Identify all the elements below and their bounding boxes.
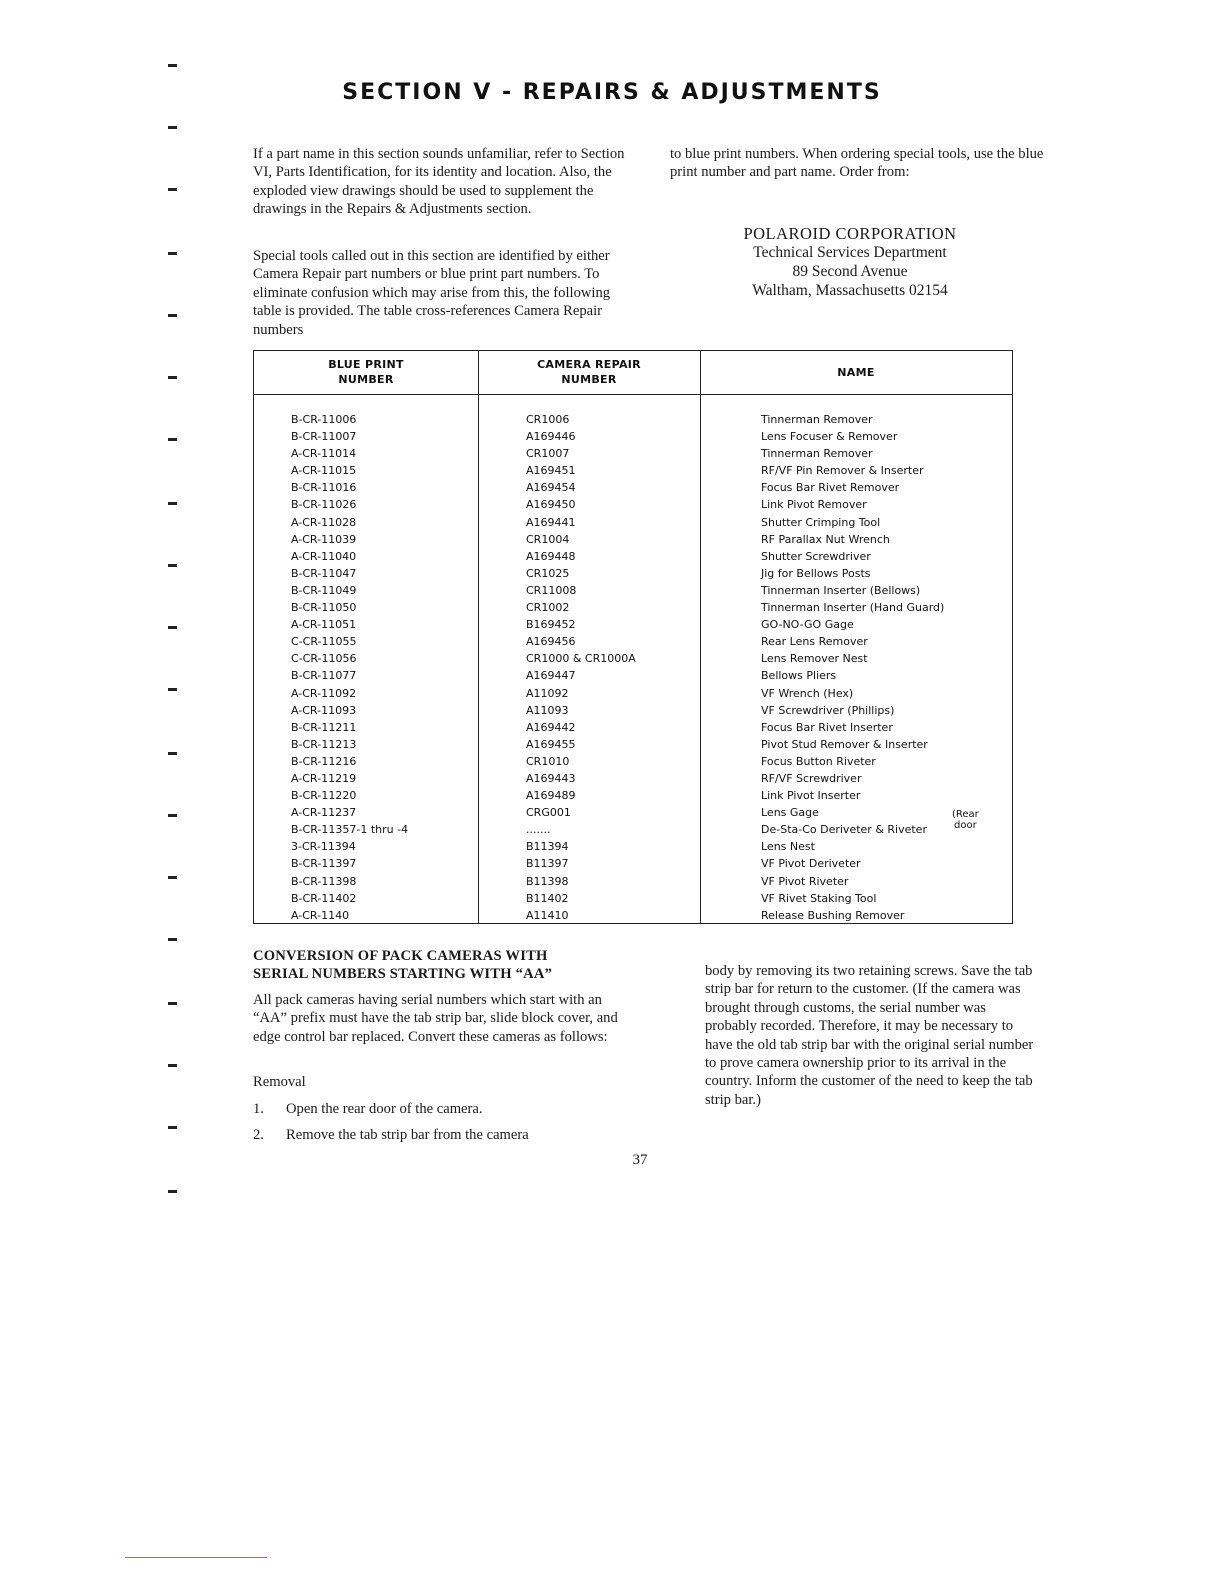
camera-repair-number-cell: CR1010 bbox=[526, 754, 570, 768]
table-row bbox=[254, 565, 1012, 582]
tool-name-cell: Bellows Pliers bbox=[761, 669, 837, 683]
blue-print-number-cell: A-CR-11092 bbox=[291, 686, 357, 700]
camera-repair-number-cell: CR1025 bbox=[526, 566, 570, 580]
blue-print-number-cell: B-CR-11026 bbox=[291, 498, 357, 512]
tool-name-cell: Shutter Crimping Tool bbox=[761, 515, 881, 529]
blue-print-number-cell: A-CR-11039 bbox=[291, 532, 357, 546]
camera-repair-number-cell: CR1007 bbox=[526, 447, 570, 461]
conversion-paragraph: All pack cameras having serial numbers which start with an “AA” prefix must have the tab strip bar, slide block cover, and edge control bar replaced. Convert these cameras as follows: bbox=[253, 992, 618, 1045]
camera-repair-number-cell: CR1004 bbox=[526, 532, 570, 546]
address-company: POLAROID CORPORATION bbox=[743, 224, 957, 243]
margin-tick bbox=[168, 564, 177, 567]
blue-print-number-cell: B-CR-11007 bbox=[291, 430, 357, 444]
table-row bbox=[254, 616, 1012, 633]
table-row bbox=[254, 821, 1012, 838]
camera-repair-number-cell: ....... bbox=[526, 823, 551, 837]
tool-name-cell: Focus Bar Rivet Remover bbox=[761, 481, 900, 495]
tool-name-cell: De-Sta-Co Deriveter & Riveter bbox=[761, 823, 927, 837]
table-row bbox=[254, 496, 1012, 513]
camera-repair-number-cell: A169456 bbox=[526, 635, 576, 649]
camera-repair-number-cell: A169443 bbox=[526, 771, 576, 785]
margin-tick bbox=[168, 64, 177, 67]
table-row bbox=[254, 873, 1012, 890]
rear-door-note: (Rear door bbox=[952, 809, 979, 831]
table-row bbox=[254, 890, 1012, 907]
table-row bbox=[254, 685, 1012, 702]
order-address bbox=[700, 224, 1000, 300]
margin-tick bbox=[168, 188, 177, 191]
blue-print-number-cell: A-CR-11028 bbox=[291, 515, 357, 529]
blue-print-number-cell: A-CR-11040 bbox=[291, 549, 357, 563]
table-row bbox=[254, 445, 1012, 462]
tool-name-cell: Link Pivot Inserter bbox=[761, 789, 861, 803]
camera-repair-number-cell: CR11008 bbox=[526, 583, 577, 597]
margin-tick bbox=[168, 314, 177, 317]
blue-print-number-cell: C-CR-11056 bbox=[291, 652, 357, 666]
blue-print-number-cell: A-CR-11093 bbox=[291, 703, 357, 717]
tool-name-cell: Release Bushing Remover bbox=[761, 908, 905, 922]
blue-print-number-cell: B-CR-11047 bbox=[291, 566, 357, 580]
table-row bbox=[254, 804, 1012, 821]
tool-name-cell: Shutter Screwdriver bbox=[761, 549, 871, 563]
margin-tick bbox=[168, 1002, 177, 1005]
blue-print-number-cell: C-CR-11055 bbox=[291, 635, 357, 649]
page-title: SECTION V - REPAIRS & ADJUSTMENTS bbox=[342, 80, 882, 105]
margin-tick bbox=[168, 1190, 177, 1193]
tool-name-cell: Tinnerman Remover bbox=[761, 413, 873, 426]
tool-name-cell: VF Pivot Deriveter bbox=[761, 857, 861, 871]
margin-tick bbox=[168, 438, 177, 441]
table-body bbox=[254, 411, 1012, 924]
table-row bbox=[254, 855, 1012, 872]
tools-cross-reference-table bbox=[253, 350, 1013, 924]
blue-print-number-cell: B-CR-11077 bbox=[291, 669, 357, 683]
blue-print-number-cell: A-CR-1140 bbox=[291, 908, 350, 922]
tool-name-cell: Jig for Bellows Posts bbox=[761, 566, 871, 580]
table-row bbox=[254, 462, 1012, 479]
camera-repair-number-cell: CR1002 bbox=[526, 601, 570, 615]
camera-repair-number-cell: A11093 bbox=[526, 703, 569, 717]
margin-tick bbox=[168, 814, 177, 817]
table-row bbox=[254, 770, 1012, 787]
tool-name-cell: Rear Lens Remover bbox=[761, 635, 868, 649]
blue-print-number-cell: B-CR-11398 bbox=[291, 874, 357, 888]
table-row bbox=[254, 650, 1012, 667]
blue-print-number-cell: A-CR-11015 bbox=[291, 464, 357, 478]
intro-paragraph-1: If a part name in this section sounds unfamiliar, refer to Section VI, Parts Identification, for its identity and location. Also, the exploded view drawings should be used to supplement the drawings in the Repairs & Adjustments section. bbox=[253, 146, 625, 218]
camera-repair-number-cell: CRG001 bbox=[526, 806, 571, 820]
camera-repair-number-cell: A169442 bbox=[526, 720, 576, 734]
table-row bbox=[254, 548, 1012, 565]
blue-print-number-cell: A-CR-11014 bbox=[291, 447, 357, 461]
blue-print-number-cell: B-CR-11049 bbox=[291, 583, 357, 597]
margin-tick bbox=[168, 376, 177, 379]
conversion-heading: CONVERSION OF PACK CAMERAS WITH SERIAL NUMBERS STARTING WITH “AA” bbox=[253, 948, 553, 982]
margin-tick bbox=[168, 876, 177, 879]
camera-repair-number-cell: A169454 bbox=[526, 481, 576, 495]
intro-right-paragraph: to blue print numbers. When ordering special tools, use the blue print number and part name. Order from: bbox=[670, 146, 1044, 181]
camera-repair-number-cell: B11397 bbox=[526, 857, 569, 871]
step-2: 2. Remove the tab strip bar from the camera bbox=[253, 1127, 529, 1143]
address-city: Waltham, Massachusetts 02154 bbox=[752, 282, 948, 299]
margin-tick bbox=[168, 938, 177, 941]
table-row bbox=[254, 702, 1012, 719]
table-row bbox=[254, 514, 1012, 531]
blue-print-number-cell: B-CR-11016 bbox=[291, 481, 357, 495]
table-row bbox=[254, 787, 1012, 804]
conversion-right-paragraph: body by removing its two retaining screws. Save the tab strip bar for return to the customer. (If the camera was brought through customs, the serial number was probably recorded. Therefore, it may be necessary to have the old tab strip bar with the original serial number to prove camera ownership prior to its arrival in the country. Inform the customer of the need to keep the tab strip bar.) bbox=[705, 963, 1034, 1108]
camera-repair-number-cell: CR1000 & CR1000A bbox=[526, 652, 636, 666]
tool-name-cell: Tinnerman Inserter (Hand Guard) bbox=[761, 601, 945, 615]
table-row bbox=[254, 736, 1012, 753]
tool-name-cell: VF Screwdriver (Phillips) bbox=[761, 703, 895, 717]
table-row bbox=[254, 907, 1012, 924]
camera-repair-number-cell: A169441 bbox=[526, 515, 576, 529]
blue-print-number-cell: B-CR-11050 bbox=[291, 601, 357, 615]
tool-name-cell: GO-NO-GO Gage bbox=[761, 618, 854, 632]
blue-print-number-cell: B-CR-11006 bbox=[291, 413, 357, 426]
step-1: 1. Open the rear door of the camera. bbox=[253, 1101, 483, 1117]
camera-repair-number-cell: A169447 bbox=[526, 669, 576, 683]
tool-name-cell: Lens Focuser & Remover bbox=[761, 430, 898, 444]
camera-repair-number-cell: A169489 bbox=[526, 789, 576, 803]
camera-repair-number-cell: A169446 bbox=[526, 430, 576, 444]
table-row bbox=[254, 599, 1012, 616]
tool-name-cell: Focus Button Riveter bbox=[761, 754, 876, 768]
blue-print-number-cell: A-CR-11237 bbox=[291, 806, 357, 820]
header-name: NAME bbox=[837, 366, 875, 379]
blue-print-number-cell: 3-CR-11394 bbox=[291, 840, 356, 854]
table-row bbox=[254, 719, 1012, 736]
margin-tick bbox=[168, 252, 177, 255]
blue-print-number-cell: B-CR-11216 bbox=[291, 754, 357, 768]
blue-print-number-cell: A-CR-11219 bbox=[291, 771, 357, 785]
camera-repair-number-cell: A169451 bbox=[526, 464, 576, 478]
tool-name-cell: Lens Remover Nest bbox=[761, 652, 868, 666]
blue-print-number-cell: A-CR-11051 bbox=[291, 618, 357, 632]
table-row bbox=[254, 411, 1012, 428]
tool-name-cell: Pivot Stud Remover & Inserter bbox=[761, 737, 928, 751]
tool-name-cell: Lens Gage bbox=[761, 806, 819, 820]
margin-tick bbox=[168, 752, 177, 755]
camera-repair-number-cell: A169450 bbox=[526, 498, 576, 512]
tool-name-cell: Link Pivot Remover bbox=[761, 498, 867, 512]
table-row bbox=[254, 667, 1012, 684]
camera-repair-number-cell: A11410 bbox=[526, 908, 569, 922]
page-number: 37 bbox=[632, 1152, 648, 1168]
camera-repair-number-cell: B169452 bbox=[526, 618, 576, 632]
blue-print-number-cell: B-CR-11402 bbox=[291, 891, 357, 905]
table-row bbox=[254, 633, 1012, 650]
camera-repair-number-cell: B11398 bbox=[526, 874, 569, 888]
tool-name-cell: RF/VF Pin Remover & Inserter bbox=[761, 464, 924, 478]
table-row bbox=[254, 479, 1012, 496]
table-row bbox=[254, 428, 1012, 445]
header-camera-repair-number: CAMERA REPAIR NUMBER bbox=[537, 358, 641, 386]
removal-label: Removal bbox=[253, 1074, 306, 1090]
tool-name-cell: Tinnerman Inserter (Bellows) bbox=[761, 583, 921, 597]
header-blue-print-number: BLUE PRINT NUMBER bbox=[328, 358, 404, 386]
camera-repair-number-cell: B11402 bbox=[526, 891, 569, 905]
tool-name-cell: RF/VF Screwdriver bbox=[761, 771, 862, 785]
margin-tick bbox=[168, 126, 177, 129]
blue-print-number-cell: B-CR-11220 bbox=[291, 789, 357, 803]
address-department: Technical Services Department bbox=[753, 244, 947, 261]
camera-repair-number-cell: A169448 bbox=[526, 549, 576, 563]
camera-repair-number-cell: B11394 bbox=[526, 840, 569, 854]
table-row bbox=[254, 838, 1012, 855]
blue-print-number-cell: B-CR-11397 bbox=[291, 857, 357, 871]
table-row bbox=[254, 753, 1012, 770]
margin-tick bbox=[168, 502, 177, 505]
margin-tick bbox=[168, 1064, 177, 1067]
camera-repair-number-cell: A169455 bbox=[526, 737, 576, 751]
intro-paragraph-2: Special tools called out in this section are identified by either Camera Repair part numbers or blue print part numbers. To eliminate confusion which may arise from this, the following table is provided. The table cross-references Camera Repair numbers bbox=[253, 248, 611, 338]
address-street: 89 Second Avenue bbox=[792, 263, 908, 280]
tool-name-cell: VF Pivot Riveter bbox=[761, 874, 849, 888]
tool-name-cell: Focus Bar Rivet Inserter bbox=[761, 720, 893, 734]
footer-rule bbox=[125, 1557, 267, 1558]
camera-repair-number-cell: CR1006 bbox=[526, 413, 570, 426]
tool-name-cell: VF Wrench (Hex) bbox=[761, 686, 854, 700]
blue-print-number-cell: B-CR-11357-1 thru -4 bbox=[291, 823, 409, 837]
margin-tick bbox=[168, 626, 177, 629]
tool-name-cell: Tinnerman Remover bbox=[761, 447, 873, 461]
camera-repair-number-cell: A11092 bbox=[526, 686, 569, 700]
margin-tick bbox=[168, 1126, 177, 1129]
table-row bbox=[254, 582, 1012, 599]
blue-print-number-cell: B-CR-11211 bbox=[291, 720, 357, 734]
tool-name-cell: VF Rivet Staking Tool bbox=[761, 891, 877, 905]
blue-print-number-cell: B-CR-11213 bbox=[291, 737, 357, 751]
header-divider bbox=[254, 394, 1012, 395]
tool-name-cell: Lens Nest bbox=[761, 840, 815, 854]
table-row bbox=[254, 531, 1012, 548]
margin-tick bbox=[168, 688, 177, 691]
tool-name-cell: RF Parallax Nut Wrench bbox=[761, 532, 890, 546]
